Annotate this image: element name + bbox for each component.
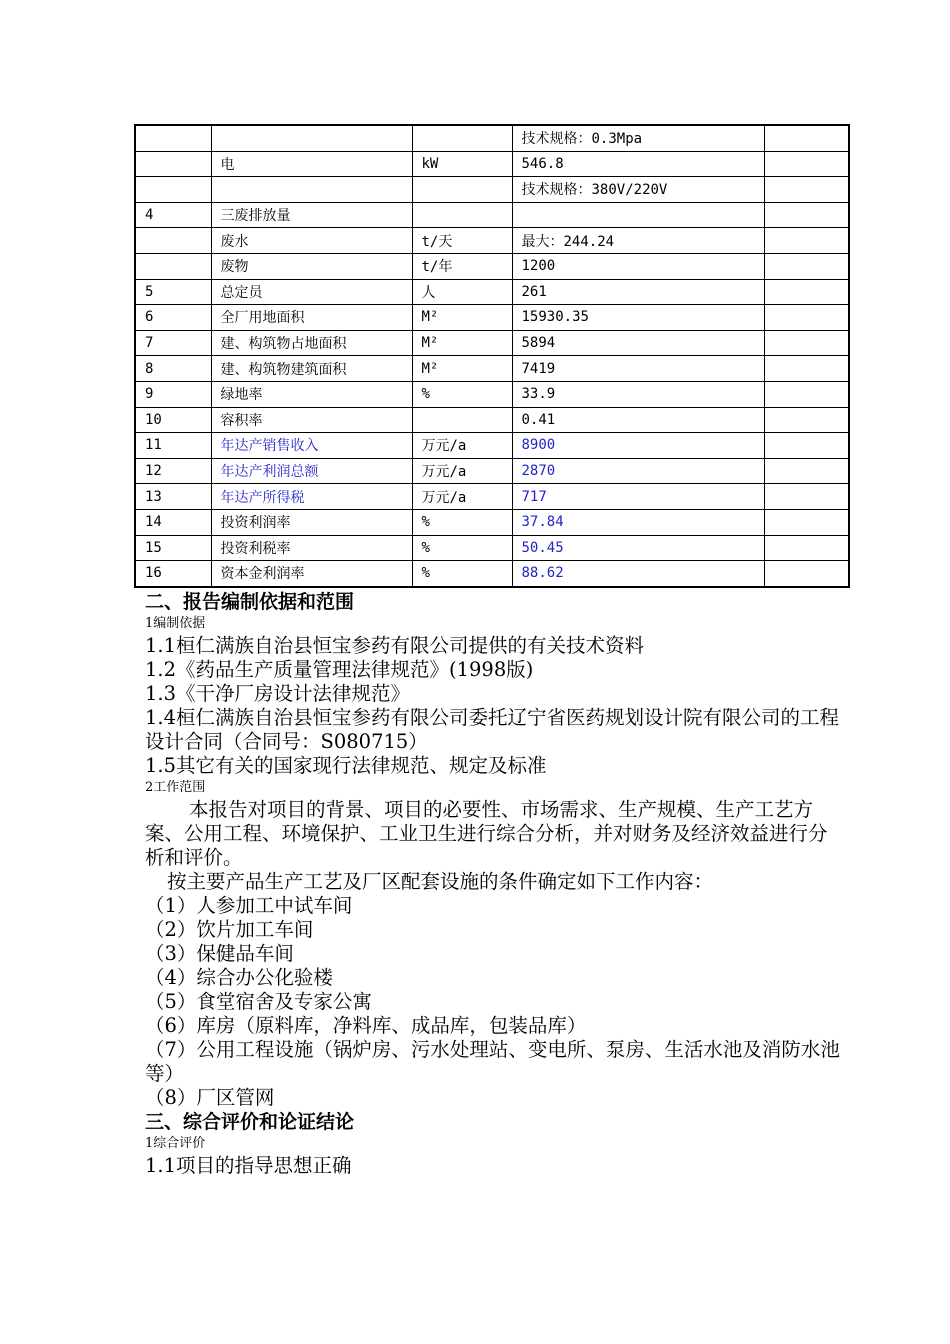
row-number-cell: 6: [135, 305, 211, 331]
table-row: [135, 228, 849, 254]
table-row: [135, 305, 849, 331]
table-row: [135, 330, 849, 356]
scope-subheading: 2工作范围: [145, 780, 206, 795]
note-cell: [764, 458, 849, 484]
unit-cell: [412, 125, 512, 151]
note-cell: [764, 202, 849, 228]
row-number-cell: 14: [135, 509, 211, 535]
table-row: [135, 433, 849, 459]
scope-item: （3）保健品车间: [145, 942, 294, 965]
unit-cell: kW: [412, 151, 512, 177]
note-cell: [764, 561, 849, 587]
row-number-cell: 12: [135, 458, 211, 484]
note-cell: [764, 151, 849, 177]
note-cell: [764, 509, 849, 535]
evaluation-item: 1.1项目的指导思想正确: [145, 1154, 352, 1177]
table-row: [135, 381, 849, 407]
note-cell: [764, 535, 849, 561]
table-row: [135, 561, 849, 587]
item-name-cell: 资本金利润率: [211, 561, 412, 587]
unit-cell: [412, 407, 512, 433]
note-cell: [764, 305, 849, 331]
table-row: [135, 253, 849, 279]
note-cell: [764, 484, 849, 510]
item-name-cell: [211, 177, 412, 203]
table-row: [135, 484, 849, 510]
table-row: [135, 509, 849, 535]
unit-cell: %: [412, 561, 512, 587]
basis-item: 1.4桓仁满族自治县恒宝参药有限公司委托辽宁省医药规划设计院有限公司的工程设计合同（合同号：S080715）: [145, 706, 840, 753]
unit-cell: [412, 177, 512, 203]
row-number-cell: 11: [135, 433, 211, 459]
item-name-cell: 容积率: [211, 407, 412, 433]
note-cell: [764, 279, 849, 305]
note-cell: [764, 125, 849, 151]
row-number-cell: 4: [135, 202, 211, 228]
unit-cell: t/天: [412, 228, 512, 254]
basis-item: 1.2《药品生产质量管理法律规范》(1998版): [145, 658, 534, 681]
value-cell: 1200: [512, 253, 764, 279]
row-number-cell: 16: [135, 561, 211, 587]
unit-cell: 万元/a: [412, 458, 512, 484]
item-name-cell: 年达产所得税: [211, 484, 412, 510]
scope-item: （7）公用工程设施（锅炉房、污水处理站、变电所、泵房、生活水池及消防水池等）: [145, 1038, 840, 1085]
table-row: [135, 202, 849, 228]
item-name-cell: 建、构筑物建筑面积: [211, 356, 412, 382]
value-cell: 8900: [512, 433, 764, 459]
scope-paragraph: 本报告对项目的背景、项目的必要性、市场需求、生产规模、生产工艺方案、公用工程、环境保护、工业卫生进行综合分析，并对财务及经济效益进行分析和评价。: [145, 798, 828, 869]
table-row: [135, 151, 849, 177]
item-name-cell: 绿地率: [211, 381, 412, 407]
unit-cell: %: [412, 381, 512, 407]
row-number-cell: [135, 228, 211, 254]
row-number-cell: 15: [135, 535, 211, 561]
note-cell: [764, 253, 849, 279]
unit-cell: 万元/a: [412, 484, 512, 510]
unit-cell: t/年: [412, 253, 512, 279]
spec-table-body: [135, 125, 849, 587]
value-cell: 37.84: [512, 509, 764, 535]
item-name-cell: 年达产销售收入: [211, 433, 412, 459]
basis-item: 1.1桓仁满族自治县恒宝参药有限公司提供的有关技术资料: [145, 634, 645, 657]
item-name-cell: 废水: [211, 228, 412, 254]
table-row: [135, 458, 849, 484]
value-cell: 33.9: [512, 381, 764, 407]
table-row: [135, 177, 849, 203]
table-row: [135, 356, 849, 382]
item-name-cell: 总定员: [211, 279, 412, 305]
note-cell: [764, 330, 849, 356]
scope-item: （4）综合办公化验楼: [145, 966, 333, 989]
item-name-cell: 三废排放量: [211, 202, 412, 228]
row-number-cell: [135, 177, 211, 203]
item-name-cell: 投资利润率: [211, 509, 412, 535]
note-cell: [764, 407, 849, 433]
item-name-cell: 建、构筑物占地面积: [211, 330, 412, 356]
row-number-cell: [135, 253, 211, 279]
unit-cell: %: [412, 535, 512, 561]
note-cell: [764, 381, 849, 407]
value-cell: 2870: [512, 458, 764, 484]
value-cell: 技术规格：380V/220V: [512, 177, 764, 203]
scope-intro: 按主要产品生产工艺及厂区配套设施的条件确定如下工作内容：: [167, 870, 714, 893]
basis-item: 1.3《干净厂房设计法律规范》: [145, 682, 411, 705]
scope-item: （1）人参加工中试车间: [145, 894, 353, 917]
evaluation-subheading: 1综合评价: [145, 1136, 206, 1151]
item-name-cell: 全厂用地面积: [211, 305, 412, 331]
basis-item: 1.5其它有关的国家现行法律规范、规定及标准: [145, 754, 547, 777]
item-name-cell: [211, 125, 412, 151]
value-cell: 88.62: [512, 561, 764, 587]
row-number-cell: 8: [135, 356, 211, 382]
scope-item: （5）食堂宿舍及专家公寓: [145, 990, 372, 1013]
note-cell: [764, 177, 849, 203]
basis-subheading: 1编制依据: [145, 616, 206, 631]
unit-cell: [412, 202, 512, 228]
unit-cell: M²: [412, 305, 512, 331]
item-name-cell: 废物: [211, 253, 412, 279]
unit-cell: 万元/a: [412, 433, 512, 459]
item-name-cell: 投资利税率: [211, 535, 412, 561]
value-cell: [512, 202, 764, 228]
row-number-cell: 5: [135, 279, 211, 305]
value-cell: 技术规格：0.3Mpa: [512, 125, 764, 151]
item-name-cell: 年达产利润总额: [211, 458, 412, 484]
value-cell: 15930.35: [512, 305, 764, 331]
note-cell: [764, 433, 849, 459]
note-cell: [764, 356, 849, 382]
row-number-cell: 9: [135, 381, 211, 407]
item-name-cell: 电: [211, 151, 412, 177]
scope-item: （2）饮片加工车间: [145, 918, 314, 941]
table-row: [135, 125, 849, 151]
row-number-cell: 13: [135, 484, 211, 510]
spec-table: [134, 124, 850, 588]
value-cell: 717: [512, 484, 764, 510]
unit-cell: %: [412, 509, 512, 535]
table-row: [135, 407, 849, 433]
section-2: [145, 590, 845, 1178]
section-2-heading: 二、报告编制依据和范围: [145, 591, 355, 613]
row-number-cell: 10: [135, 407, 211, 433]
value-cell: 0.41: [512, 407, 764, 433]
value-cell: 5894: [512, 330, 764, 356]
row-number-cell: [135, 151, 211, 177]
unit-cell: M²: [412, 356, 512, 382]
value-cell: 7419: [512, 356, 764, 382]
section-3-heading: 三、综合评价和论证结论: [145, 1111, 355, 1133]
note-cell: [764, 228, 849, 254]
unit-cell: M²: [412, 330, 512, 356]
scope-item: （6）库房（原料库，净料库、成品库，包装品库）: [145, 1014, 587, 1037]
value-cell: 最大：244.24: [512, 228, 764, 254]
value-cell: 50.45: [512, 535, 764, 561]
row-number-cell: 7: [135, 330, 211, 356]
table-row: [135, 279, 849, 305]
value-cell: 546.8: [512, 151, 764, 177]
value-cell: 261: [512, 279, 764, 305]
unit-cell: 人: [412, 279, 512, 305]
scope-item: （8）厂区管网: [145, 1086, 275, 1109]
row-number-cell: [135, 125, 211, 151]
table-row: [135, 535, 849, 561]
